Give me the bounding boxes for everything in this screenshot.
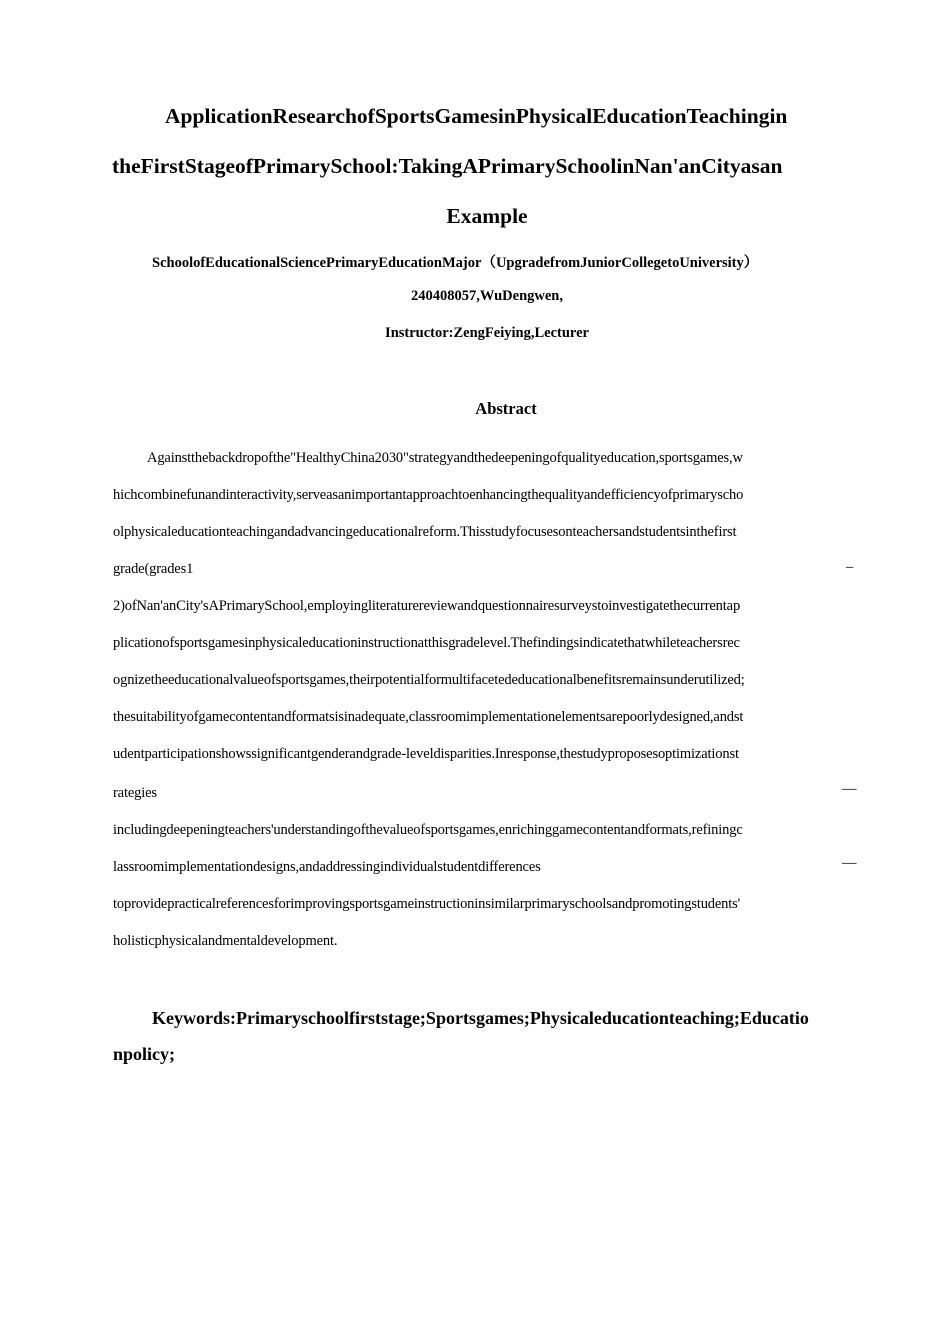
abstract-line: lassroomimplementationdesigns,andaddressingindividualstudentdifferences (113, 859, 541, 875)
title-line-2: theFirstStageofPrimarySchool:TakingAPrimarySchoolinNan'anCityasan (112, 154, 783, 178)
title-line-1: ApplicationResearchofSportsGamesinPhysicalEducationTeachingin (165, 104, 788, 128)
abstract-line: includingdeepeningteachers'understandingofthevalueofsportsgames,enrichinggamecontentandformats,refiningc (113, 822, 743, 838)
abstract-line: udentparticipationshowssignificantgenderandgrade-leveldisparities.Inresponse,thestudyproposesoptimizationst (113, 746, 739, 762)
abstract-line: holisticphysicalandmentaldevelopment. (113, 933, 338, 949)
abstract-line: thesuitabilityofgamecontentandformatsisinadequate,classroomimplementationelementsarepoorlydesigned,andst (113, 709, 744, 725)
keywords-line-2: npolicy; (113, 1044, 176, 1064)
keywords-line-1: Keywords:Primaryschoolfirststage;Sportsgames;Physicaleducationteaching;Educatio (152, 1008, 809, 1028)
abstract-line: olphysicaleducationteachingandadvancingeducationalreform.Thisstudyfocusesonteachersandstudentsinthefirst (113, 524, 737, 540)
instructor-line: Instructor:ZengFeiying,Lecturer (385, 325, 589, 341)
abstract-line: ognizetheeducationalvalueofsportsgames,theirpotentialformultifacetededucationalbenefitsremainsunderutilized; (113, 672, 745, 688)
title-line-3: Example (446, 204, 528, 228)
abstract-line: Againstthebackdropofthe"HealthyChina2030"strategyandthedeepeningofqualityeducation,sportsgames,w (147, 450, 743, 466)
abstract-dash: – (846, 559, 854, 575)
abstract-line: rategies (113, 785, 157, 801)
abstract-line: 2)ofNan'anCity'sAPrimarySchool,employingliteraturereviewandquestionnairesurveystoinvestigatethecurrentap (113, 598, 741, 614)
author-line: 240408057,WuDengwen, (411, 288, 563, 304)
abstract-heading: Abstract (475, 399, 537, 418)
abstract-line: grade(grades1 (113, 561, 194, 577)
abstract-line: plicationofsportsgamesinphysicaleducationinstructionatthisgradelevel.Thefindingsindicatethatwhileteachersrec (113, 635, 740, 651)
abstract-dash: — (842, 781, 857, 797)
abstract-line: toprovidepracticalreferencesforimprovingsportsgameinstructioninsimilarprimaryschoolsandpromotingstudents' (113, 896, 741, 912)
abstract-dash: — (842, 855, 857, 871)
school-major-line: SchoolofEducationalSciencePrimaryEducationMajor（UpgradefromJuniorCollegetoUniversity） (152, 255, 759, 271)
abstract-line: hichcombinefunandinteractivity,serveasanimportantapproachtoenhancingthequalityandefficiencyofprimaryscho (113, 487, 744, 503)
